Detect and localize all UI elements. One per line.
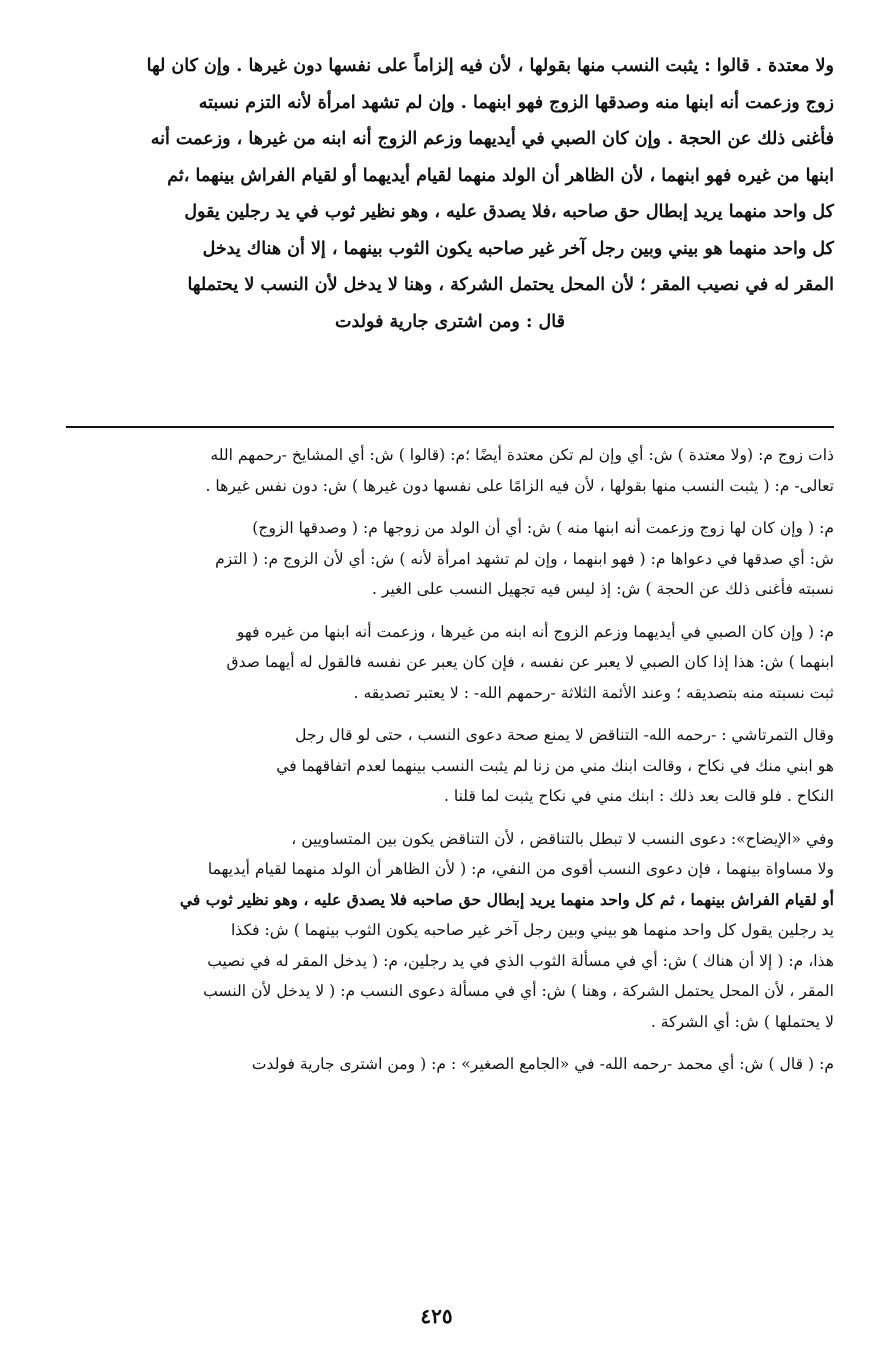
main-text [66,48,834,340]
page-number: ٤٢٥ [420,1304,453,1328]
commentary [66,440,834,1092]
main-line: ابنها من غيره فهو ابنهما ، لأن الظاهر أن الولد منهما لقيام أيديهما أو لقيام الفراش بينهما ،ثم [167,165,834,186]
commentary-line: م: ( وإن كان لها زوج وزعمت أنه ابنها منه ) ش: أي أن الولد من زوجها م: ( وصدقها الزوج) [252,519,834,537]
commentary-line: تعالى- م: ( يثبت النسب منها بقولها ، لأن فيه الزامًا على نفسها دون غيرها ) ش: دون نفس غيرها . [205,476,834,495]
main-line: المقر له في نصيب المقر ؛ لأن المحل يحتمل الشركة ، وهنا لا يدخل لأن النسب لا يحتملها [187,275,834,295]
commentary-line: هو ابني منك في نكاح ، وقالت ابنك مني من زنا لم يثبت النسب بينهما لعدم اتفاقهما في [276,756,834,775]
commentary-line: ذات زوج م: (ولا معتدة ) ش: أي وإن لم تكن معتدة أيضًا ؛م: (قالوا ) ش: أي المشايخ -رحمهم الله [210,446,834,464]
main-line: ولا معتدة . قالوا : يثبت النسب منها بقولها ، لأن فيه إلزاماً على نفسها دون غيرها . وإن كان لها [146,56,834,76]
separator-rule [66,426,834,428]
commentary-paragraph [66,440,834,501]
commentary-paragraph [66,1049,834,1080]
commentary-line: المقر ، لأن المحل يحتمل الشركة ، وهنا ) ش: أي في مسألة دعوى النسب م: ( لا يدخل لأن النسب [203,982,834,1000]
commentary-paragraph [66,513,834,605]
commentary-line: وقال التمرتاشي : -رحمه الله- التناقض لا يمنع صحة دعوى النسب ، حتى لو قال رجل [295,726,834,744]
main-line: زوج وزعمت أنه ابنها منه وصدقها الزوج فهو ابنهما . وإن لم تشهد امرأة لأنه التزم نسبته [198,92,834,113]
commentary-line: وفي «الإيضاح»: دعوى النسب لا تبطل بالتناقض ، لأن التناقض يكون بين المتساويين ، [291,829,834,848]
commentary-line: يد رجلين يقول كل واحد منهما هو بيني وبين رجل آخر غير صاحبه يكون الثوب بينهما ) ش: فكذا [230,921,834,939]
commentary-paragraph [66,617,834,709]
commentary-line: لا يحتملها ) ش: أي الشركة . [650,1012,834,1031]
commentary-paragraph [66,720,834,812]
commentary-line: ولا مساواة بينهما ، فإن دعوى النسب أقوى من النفي، م: ( لأن الظاهر أن الولد منهما لقيام أيديهما [207,860,834,878]
commentary-line: ثبت نسبته منه بتصديقه ؛ وعند الأئمة الثلاثة -رحمهم الله- : لا يعتبر تصديقه . [353,683,834,702]
commentary-line: نسبته فأغنى ذلك عن الحجة ) ش: إذ ليس فيه تجهيل النسب على الغير . [371,580,834,598]
commentary-line: ابنهما ) ش: هذا إذا كان الصبي لا يعبر عن نفسه ، فإن كان يعبر عن نفسه فالقول له أيهما صدق [226,653,834,671]
commentary-line: ش: أي صدقها في دعواها م: ( فهو ابنهما ، وإن لم تشهد امرأة لأنه ) ش: أي لأن الزوج م: ( التزم [215,549,834,568]
commentary-line: أو لقيام الفراش بينهما ، ثم كل واحد منهما يريد إبطال حق صاحبه فلا يصدق عليه ، وهو نظير ثوب في [179,889,834,909]
commentary-line: م: ( قال ) ش: أي محمد -رحمه الله- في «الجامع الصغير» : م: ( ومن اشترى جارية فولدت [251,1055,834,1073]
commentary-line: م: ( وإن كان الصبي في أيديهما وزعم الزوج أنه ابنه من غيرها ، وزعمت أنه ابنها من غيره فهو [236,622,834,641]
main-line: كل واحد منهما يريد إبطال حق صاحبه ،فلا يصدق عليه ، وهو نظير ثوب في يد رجلين يقول [184,202,834,222]
commentary-line: هذا، م: ( إلا أن هناك ) ش: أي في مسألة الثوب الذي في يد رجلين، م: ( يدخل المقر له في نصيب [207,951,834,970]
main-line-heading: قال : ومن اشترى جارية فولدت [335,311,565,332]
main-line: فأغنى ذلك عن الحجة . وإن كان الصبي في أيديهما وزعم الزوج أنه ابنه من غيرها ، وزعمت أنه [150,129,834,149]
commentary-paragraph [66,824,834,1038]
main-line: كل واحد منهما هو بيني وبين رجل آخر غير صاحبه يكون الثوب بينهما ، إلا أن هناك يدخل [202,238,834,259]
commentary-line: النكاح . فلو قالت بعد ذلك : ابنك مني في نكاح يثبت لما قلنا . [443,787,834,805]
